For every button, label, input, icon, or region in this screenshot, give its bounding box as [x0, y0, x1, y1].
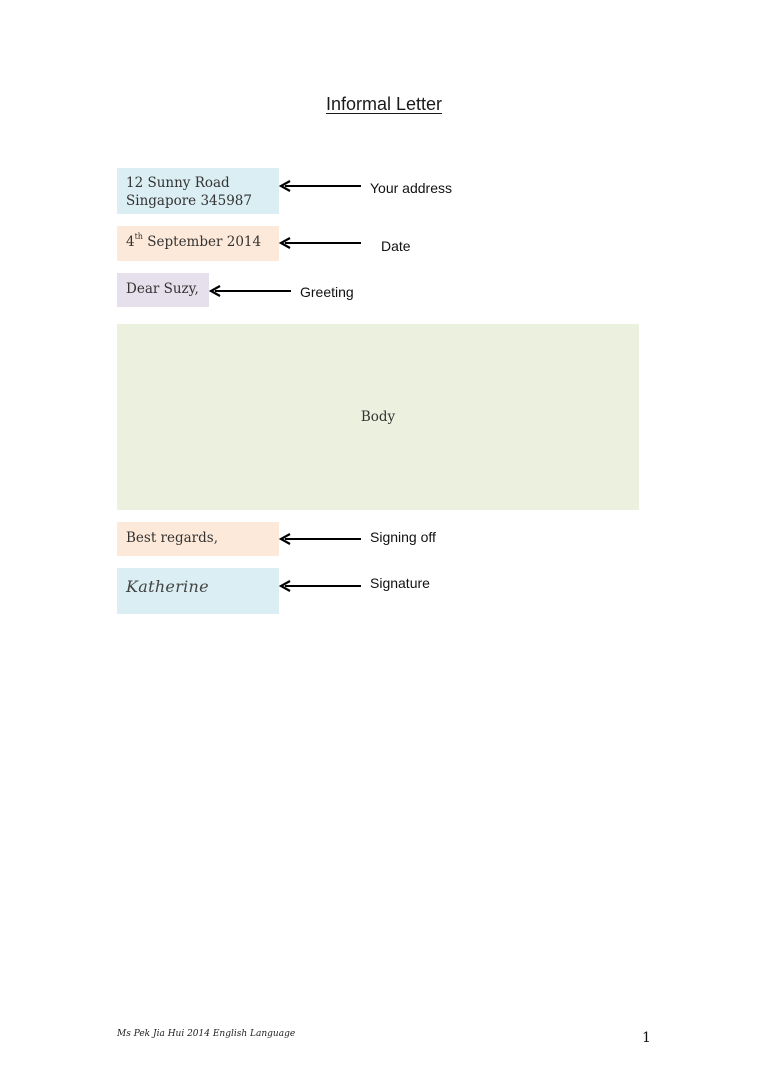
arrow-left-icon	[279, 237, 363, 249]
greeting-box	[117, 273, 209, 307]
signoff-label: Signing off	[370, 529, 436, 545]
signoff-box	[117, 522, 279, 556]
greeting-label: Greeting	[300, 284, 354, 300]
page-number: 1	[642, 1030, 651, 1046]
arrow-left-icon	[279, 580, 363, 592]
address-label: Your address	[370, 180, 452, 196]
arrow-left-icon	[279, 180, 363, 192]
signoff-text: Best regards,	[126, 530, 219, 546]
body-box	[117, 324, 639, 510]
page-title: Informal Letter	[325, 94, 443, 114]
date-day: 4	[126, 234, 135, 250]
footer-note: Ms Pek Jia Hui 2014 English Language	[117, 1029, 296, 1039]
address-line-1: 12 Sunny Road	[126, 175, 230, 191]
arrow-left-icon	[209, 285, 293, 297]
signature-box	[117, 568, 279, 614]
date-box	[117, 226, 279, 261]
date-label: Date	[381, 238, 411, 254]
date-suffix: th	[134, 231, 143, 241]
signature-label: Signature	[370, 575, 430, 591]
date-rest: September 2014	[142, 234, 262, 250]
address-line-2: Singapore 345987	[126, 193, 252, 209]
arrow-left-icon	[279, 533, 363, 545]
body-label: Body	[360, 409, 396, 425]
signature-text: Katherine	[126, 577, 209, 596]
greeting-text: Dear Suzy,	[126, 281, 199, 297]
address-box	[117, 168, 279, 214]
